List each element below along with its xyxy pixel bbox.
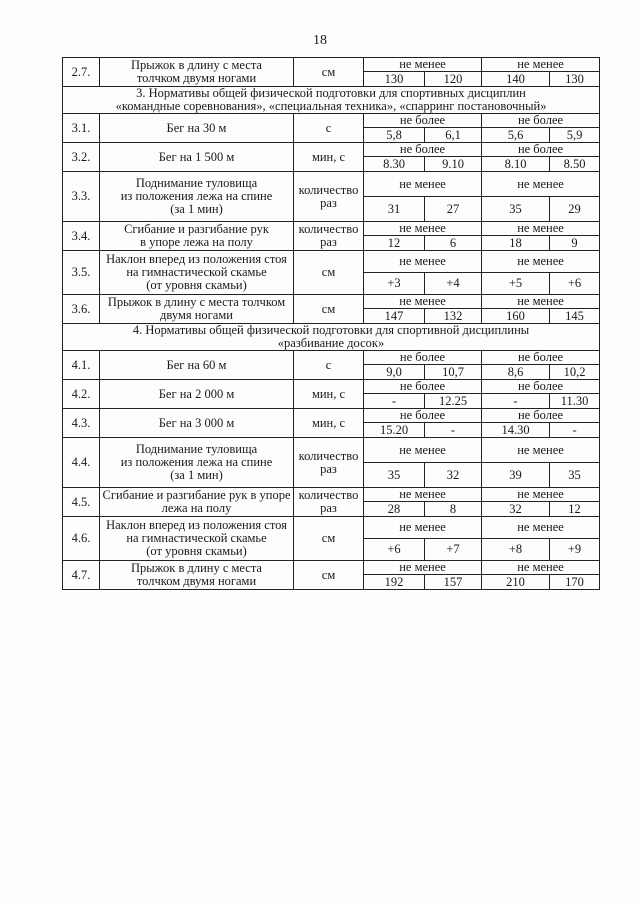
norm-value: 6,1 <box>425 128 482 143</box>
norm-value: - <box>550 423 600 438</box>
norm-header-group-2: не менее <box>482 251 600 273</box>
norm-value: 12 <box>550 502 600 517</box>
item-number: 2.7. <box>63 58 100 87</box>
unit-cell: см <box>294 58 364 87</box>
norm-row <box>63 488 600 502</box>
norm-value: 35 <box>550 463 600 488</box>
exercise-name: Поднимание туловища из положения лежа на спине (за 1 мин) <box>100 438 294 488</box>
norm-header-group-1: не менее <box>364 488 482 502</box>
item-number: 3.3. <box>63 172 100 222</box>
norm-header-group-1: не менее <box>364 172 482 197</box>
exercise-name: Наклон вперед из положения стоя на гимнастической скамье (от уровня скамьи) <box>100 517 294 561</box>
norm-value: +8 <box>482 539 550 561</box>
unit-cell: с <box>294 114 364 143</box>
norm-header-group-1: не менее <box>364 438 482 463</box>
norm-value: 14.30 <box>482 423 550 438</box>
norm-row <box>63 380 600 394</box>
item-number: 3.5. <box>63 251 100 295</box>
norm-value: 10,2 <box>550 365 600 380</box>
norm-value: +3 <box>364 273 425 295</box>
unit-cell: см <box>294 295 364 324</box>
norm-row <box>63 438 600 463</box>
exercise-name: Бег на 30 м <box>100 114 294 143</box>
norm-value: 130 <box>364 72 425 87</box>
unit-cell: количество раз <box>294 438 364 488</box>
item-number: 3.6. <box>63 295 100 324</box>
norm-row <box>63 251 600 273</box>
norm-value: 35 <box>482 197 550 222</box>
norm-value: 170 <box>550 575 600 590</box>
norm-value: 29 <box>550 197 600 222</box>
norm-row <box>63 295 600 309</box>
norm-value: 39 <box>482 463 550 488</box>
exercise-name: Прыжок в длину с места толчком двумя ногами <box>100 58 294 87</box>
unit-cell: мин, с <box>294 380 364 409</box>
norm-value: 6 <box>425 236 482 251</box>
norm-value: 157 <box>425 575 482 590</box>
norm-header-group-1: не более <box>364 143 482 157</box>
norm-value: 132 <box>425 309 482 324</box>
item-number: 4.1. <box>63 351 100 380</box>
norm-row <box>63 114 600 128</box>
norm-header-group-2: не менее <box>482 488 600 502</box>
exercise-name: Бег на 3 000 м <box>100 409 294 438</box>
norm-value: +6 <box>550 273 600 295</box>
norm-value: +7 <box>425 539 482 561</box>
section-row <box>63 87 600 114</box>
exercise-name: Бег на 60 м <box>100 351 294 380</box>
norm-value: 35 <box>364 463 425 488</box>
norm-row <box>63 517 600 539</box>
section-row <box>63 324 600 351</box>
norm-value: 140 <box>482 72 550 87</box>
norm-value: 8,6 <box>482 365 550 380</box>
norm-header-group-1: не менее <box>364 251 482 273</box>
item-number: 4.5. <box>63 488 100 517</box>
norm-header-group-1: не менее <box>364 561 482 575</box>
norm-value: 32 <box>482 502 550 517</box>
norm-value: 18 <box>482 236 550 251</box>
item-number: 4.4. <box>63 438 100 488</box>
exercise-name: Сгибание и разгибание рук в упоре лежа на полу <box>100 488 294 517</box>
exercise-name: Бег на 1 500 м <box>100 143 294 172</box>
norm-value: 31 <box>364 197 425 222</box>
unit-cell: см <box>294 251 364 295</box>
norm-value: 9.10 <box>425 157 482 172</box>
page-number: 18 <box>313 33 327 48</box>
norm-header-group-1: не более <box>364 380 482 394</box>
norm-value: 120 <box>425 72 482 87</box>
norm-row <box>63 172 600 197</box>
item-number: 3.1. <box>63 114 100 143</box>
norm-value: - <box>364 394 425 409</box>
exercise-name: Прыжок в длину с места толчком двумя ногами <box>100 561 294 590</box>
norm-row <box>63 409 600 423</box>
unit-cell: мин, с <box>294 143 364 172</box>
unit-cell: см <box>294 561 364 590</box>
norm-value: +6 <box>364 539 425 561</box>
norm-header-group-2: не более <box>482 380 600 394</box>
item-number: 3.4. <box>63 222 100 251</box>
norm-value: 8.10 <box>482 157 550 172</box>
norm-value: 147 <box>364 309 425 324</box>
norm-row <box>63 351 600 365</box>
norm-value: 12 <box>364 236 425 251</box>
norm-value: 12.25 <box>425 394 482 409</box>
exercise-name: Сгибание и разгибание рук в упоре лежа на полу <box>100 222 294 251</box>
norm-value: 10,7 <box>425 365 482 380</box>
norm-header-group-2: не более <box>482 143 600 157</box>
norm-header-group-2: не более <box>482 114 600 128</box>
norm-header-group-1: не менее <box>364 295 482 309</box>
norm-header-group-2: не менее <box>482 295 600 309</box>
section-title: 3. Нормативы общей физической подготовки для спортивных дисциплин «командные соревнования», «специальная техника», «спарринг постановочный» <box>63 87 600 114</box>
norm-value: 5,8 <box>364 128 425 143</box>
exercise-name: Бег на 2 000 м <box>100 380 294 409</box>
unit-cell: мин, с <box>294 409 364 438</box>
norm-header-group-1: не более <box>364 351 482 365</box>
norm-row <box>63 143 600 157</box>
norm-value: 8 <box>425 502 482 517</box>
norm-header-group-2: не менее <box>482 561 600 575</box>
norm-row <box>63 58 600 72</box>
item-number: 4.6. <box>63 517 100 561</box>
norm-value: 11.30 <box>550 394 600 409</box>
exercise-name: Прыжок в длину с места толчком двумя ногами <box>100 295 294 324</box>
norm-value: 5,6 <box>482 128 550 143</box>
norm-value: 8.30 <box>364 157 425 172</box>
norm-header-group-1: не более <box>364 114 482 128</box>
norm-value: 8.50 <box>550 157 600 172</box>
norm-header-group-2: не менее <box>482 222 600 236</box>
norm-header-group-1: не более <box>364 409 482 423</box>
norm-value: 160 <box>482 309 550 324</box>
norm-value: 15.20 <box>364 423 425 438</box>
norm-row <box>63 222 600 236</box>
norm-header-group-1: не менее <box>364 58 482 72</box>
norm-header-group-2: не менее <box>482 172 600 197</box>
norm-value: 210 <box>482 575 550 590</box>
norm-value: 130 <box>550 72 600 87</box>
norm-value: 192 <box>364 575 425 590</box>
exercise-name: Наклон вперед из положения стоя на гимнастической скамье (от уровня скамьи) <box>100 251 294 295</box>
unit-cell: см <box>294 517 364 561</box>
unit-cell: количество раз <box>294 488 364 517</box>
norm-value: +5 <box>482 273 550 295</box>
unit-cell: с <box>294 351 364 380</box>
norms-table <box>62 57 600 590</box>
item-number: 3.2. <box>63 143 100 172</box>
norm-header-group-1: не менее <box>364 517 482 539</box>
norm-value: 5,9 <box>550 128 600 143</box>
unit-cell: количество раз <box>294 172 364 222</box>
item-number: 4.2. <box>63 380 100 409</box>
norm-header-group-2: не более <box>482 409 600 423</box>
norm-value: 9 <box>550 236 600 251</box>
norm-value: 9,0 <box>364 365 425 380</box>
section-title: 4. Нормативы общей физической подготовки для спортивной дисциплины «разбивание досок» <box>63 324 600 351</box>
norm-header-group-2: не менее <box>482 58 600 72</box>
norm-header-group-2: не менее <box>482 438 600 463</box>
norm-value: +4 <box>425 273 482 295</box>
norm-row <box>63 561 600 575</box>
unit-cell: количество раз <box>294 222 364 251</box>
norm-value: 28 <box>364 502 425 517</box>
norm-header-group-1: не менее <box>364 222 482 236</box>
exercise-name: Поднимание туловища из положения лежа на спине (за 1 мин) <box>100 172 294 222</box>
norm-value: 27 <box>425 197 482 222</box>
norm-header-group-2: не более <box>482 351 600 365</box>
norm-value: 145 <box>550 309 600 324</box>
norm-value: +9 <box>550 539 600 561</box>
norm-value: - <box>482 394 550 409</box>
item-number: 4.7. <box>63 561 100 590</box>
norm-header-group-2: не менее <box>482 517 600 539</box>
norm-value: - <box>425 423 482 438</box>
item-number: 4.3. <box>63 409 100 438</box>
norm-value: 32 <box>425 463 482 488</box>
